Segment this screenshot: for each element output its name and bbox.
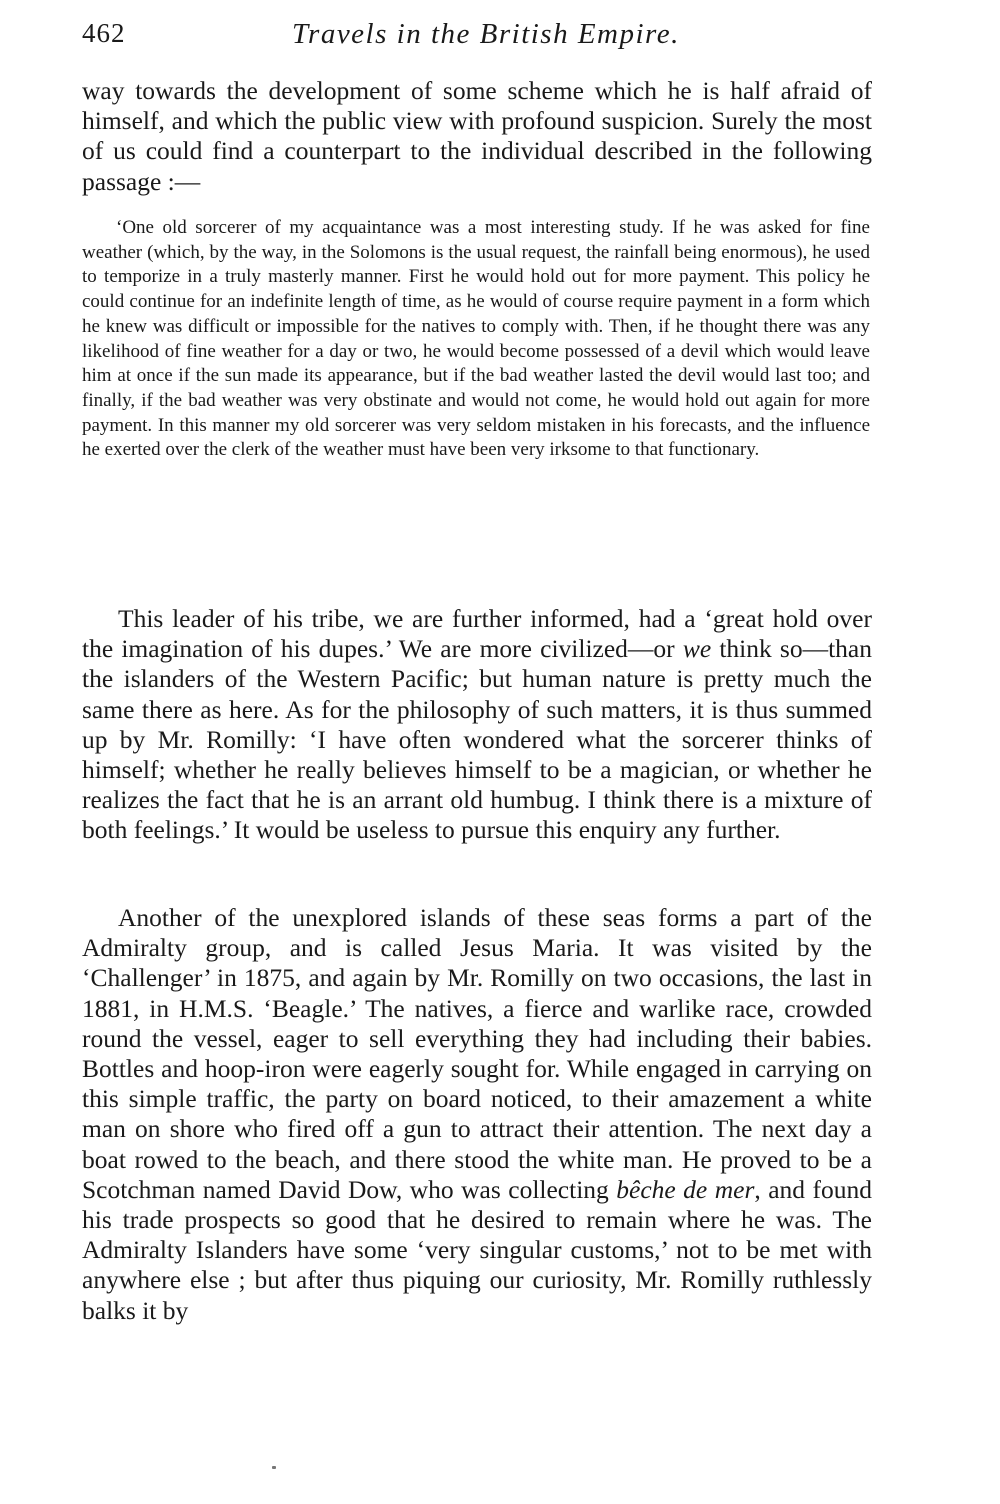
paragraph-admiralty-islands xyxy=(82,903,872,1326)
page-number: 462 xyxy=(82,18,126,48)
paragraph-text-part: think so—than the islanders of the Western Pacific; but human nature is pretty much the same there as here. As for the philosophy of such matters, it is thus summed up by Mr. Romilly: ‘I have often wondered what the sorcerer thinks of himself; whether he really believes himself to be a magician, or whether he realizes the fact that he is an arrant old humbug. I think there is a mixture of both feelings.’ It would be useless to pursue this enquiry any further. xyxy=(82,634,872,845)
paragraph-text-part: Another of the unexplored islands of these seas forms a part of the Admiralty group, and is called Jesus Maria. It was visited by the ‘Challenger’ in 1875, and again by Mr. Romilly on two occasions, the last in 1881, in H.M.S. ‘Beagle.’ The natives, a fierce and warlike race, crowded round the vessel, eager to sell everything they had including their babies. Bottles and hoop-iron were eagerly sought for. While engaged in carrying on this simple traffic, the party on board noticed, to their amazement a white man on shore who fired off a gun to attract their attention. The next day a boat rowed to the beach, and there stood the white man. He proved to be a Scotchman named David Dow, who was collecting xyxy=(82,903,872,1204)
italic-emphasis: bêche de mer xyxy=(616,1174,755,1204)
paragraph-text-part: , and found his trade prospects so good that he desired to remain where he was. The Admiralty Islanders have some ‘very singular customs,’ not to be met with anywhere else ; but after thus piquing our curiosity, Mr. Romilly ruthlessly balks it by xyxy=(82,1174,872,1325)
page-header xyxy=(82,18,874,58)
paragraph-sorcerer-commentary xyxy=(82,604,872,846)
paragraph-text-part: This leader of his tribe, we are further informed, had a ‘great hold over the imagination of his dupes.’ We are more civilized—or xyxy=(82,604,872,664)
paragraph-continued: way towards the development of some scheme which he is half afraid of himself, and which the public view with profound suspicion. Surely the most of us could find a counterpart to the individual described in the following passage :— xyxy=(82,76,872,196)
print-speck xyxy=(272,1466,276,1469)
running-title: Travels in the British Empire. xyxy=(292,18,680,50)
block-quotation: ‘One old sorcerer of my acquaintance was a most interesting study. If he was asked for fine weather (which, by the way, in the Solomons is the usual request, the rainfall being enormous), he used to temporize in a truly masterly manner. First he would hold out for more payment. This policy he could continue for an indefinite length of time, as he would of course require payment in a form which he knew was difficult or impossible for the natives to comply with. Then, if he thought there was any likelihood of fine weather for a day or two, he would become possessed of a devil which would leave him at once if the sun made its appearance, but if the bad weather lasted the devil would last too; and finally, if the bad weather was very obstinate and would not come, he would hold out again for more payment. In this manner my old sorcerer was very seldom mistaken in his forecasts, and the influence he exerted over the clerk of the weather must have been very irksome to that functionary. xyxy=(82,217,870,461)
italic-emphasis: we xyxy=(682,634,712,664)
